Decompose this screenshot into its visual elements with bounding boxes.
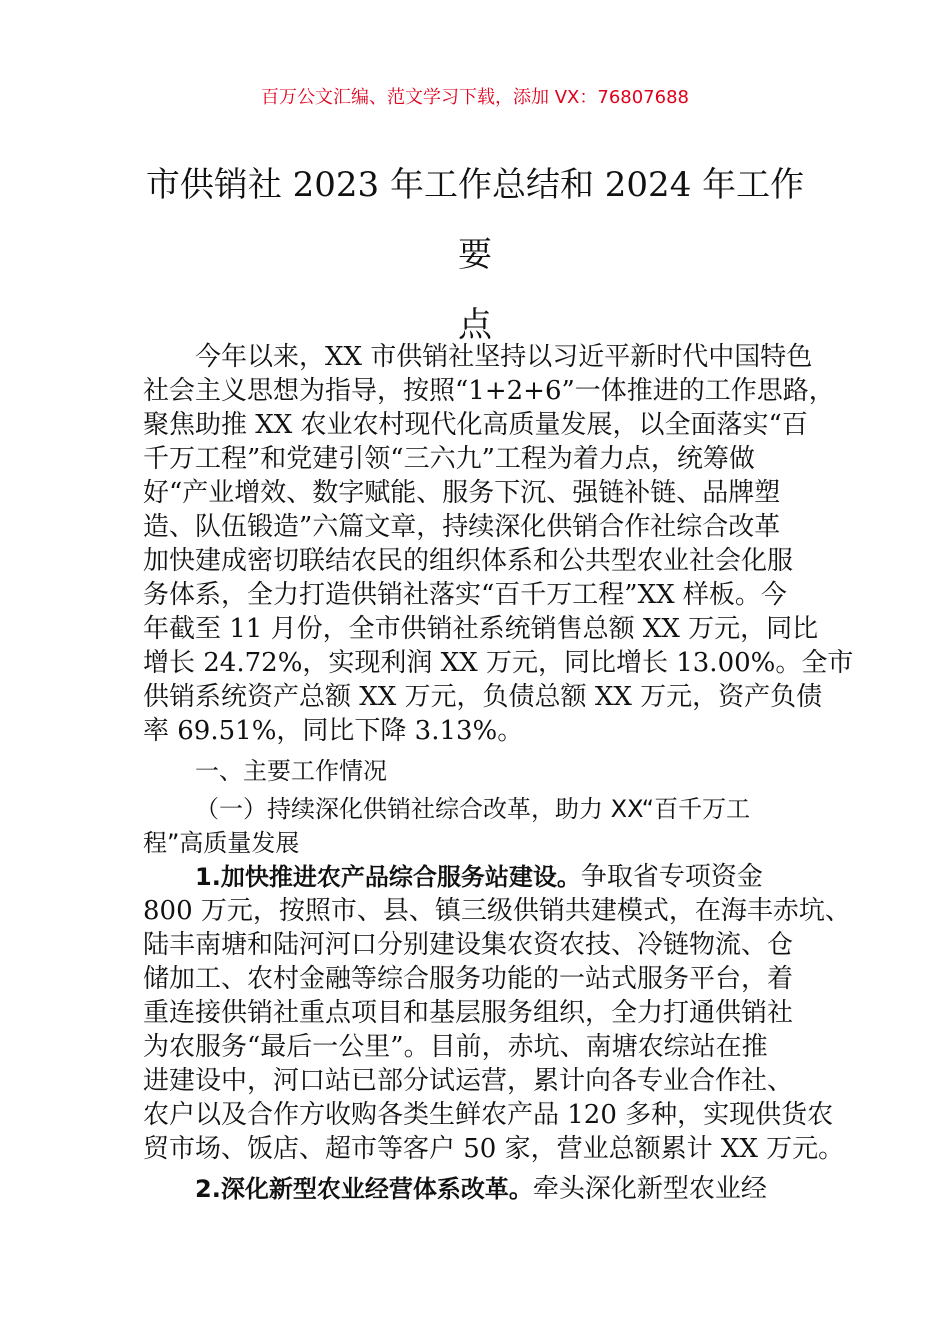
intro-line: 供销系统资产总额 XX 万元，负债总额 XX 万元，资产负债	[143, 682, 823, 712]
item1-line: 为农服务“最后一公里”。目前，赤坑、南塘农综站在推	[143, 1032, 768, 1062]
item1-line: 进建设中，河口站已部分试运营，累计向各专业合作社、	[143, 1066, 794, 1096]
intro-line: 率 69.51%，同比下降 3.13%。	[143, 716, 524, 746]
item1-line: 陆丰南塘和陆河河口分别建设集农资农技、冷链物流、仓	[143, 930, 794, 960]
header-watermark-note: 百万公文汇编、范文学习下载，添加 VX：76807688	[261, 87, 689, 108]
intro-line: 千万工程”和党建引领“三六九”工程为着力点，统筹做	[143, 444, 755, 474]
item1-line: 800 万元，按照市、县、镇三级供销共建模式，在海丰赤坑、	[143, 896, 851, 926]
intro-line: 造、队伍锻造”六篇文章，持续深化供销合作社综合改革	[143, 512, 781, 542]
item2-first-line	[195, 1172, 767, 1206]
intro-line: 加快建成密切联结农民的组织体系和公共型农业社会化服	[143, 546, 794, 576]
section-heading: 一、主要工作情况	[195, 757, 387, 785]
subsection-heading-line-1: （一）持续深化供销社综合改革，助力 XX“百千万工	[195, 795, 751, 823]
intro-line: 社会主义思想为指导，按照“1+2+6”一体推进的工作思路，	[143, 376, 835, 406]
item1-lead: 争取省专项资金	[580, 862, 763, 892]
document-title	[130, 150, 820, 360]
item1-line: 重连接供销社重点项目和基层服务组织，全力打通供销社	[143, 998, 794, 1028]
subsection-heading-line-2: 程”高质量发展	[143, 829, 300, 857]
item1-line: 储加工、农村金融等综合服务功能的一站式服务平台，着	[143, 964, 794, 994]
intro-line: 今年以来，XX 市供销社坚持以习近平新时代中国特色	[195, 342, 813, 372]
intro-line: 务体系，全力打造供销社落实“百千万工程”XX 样板。今	[143, 580, 787, 610]
title-line-1: 市供销社 2023 年工作总结和 2024 年工作要	[145, 165, 805, 275]
item1-line: 贸市场、饭店、超市等客户 50 家，营业总额累计 XX 万元。	[143, 1134, 845, 1164]
item1-line: 农户以及合作方收购各类生鲜农产品 120 多种，实现供货农	[143, 1100, 834, 1130]
intro-line: 好“产业增效、数字赋能、服务下沉、强链补链、品牌塑	[143, 478, 781, 508]
intro-line: 年截至 11 月份，全市供销社系统销售总额 XX 万元，同比	[143, 614, 819, 644]
item1-first-line	[195, 860, 763, 894]
item1-heading: 1.加快推进农产品综合服务站建设。	[195, 863, 581, 891]
title-line-2: 点	[458, 305, 492, 345]
intro-line: 聚焦助推 XX 农业农村现代化高质量发展，以全面落实“百	[143, 410, 808, 440]
item2-heading: 2.深化新型农业经营体系改革。	[195, 1175, 533, 1203]
item2-lead: 牵头深化新型农业经	[532, 1174, 767, 1204]
intro-line: 增长 24.72%，实现利润 XX 万元，同比增长 13.00%。全市	[143, 648, 854, 678]
